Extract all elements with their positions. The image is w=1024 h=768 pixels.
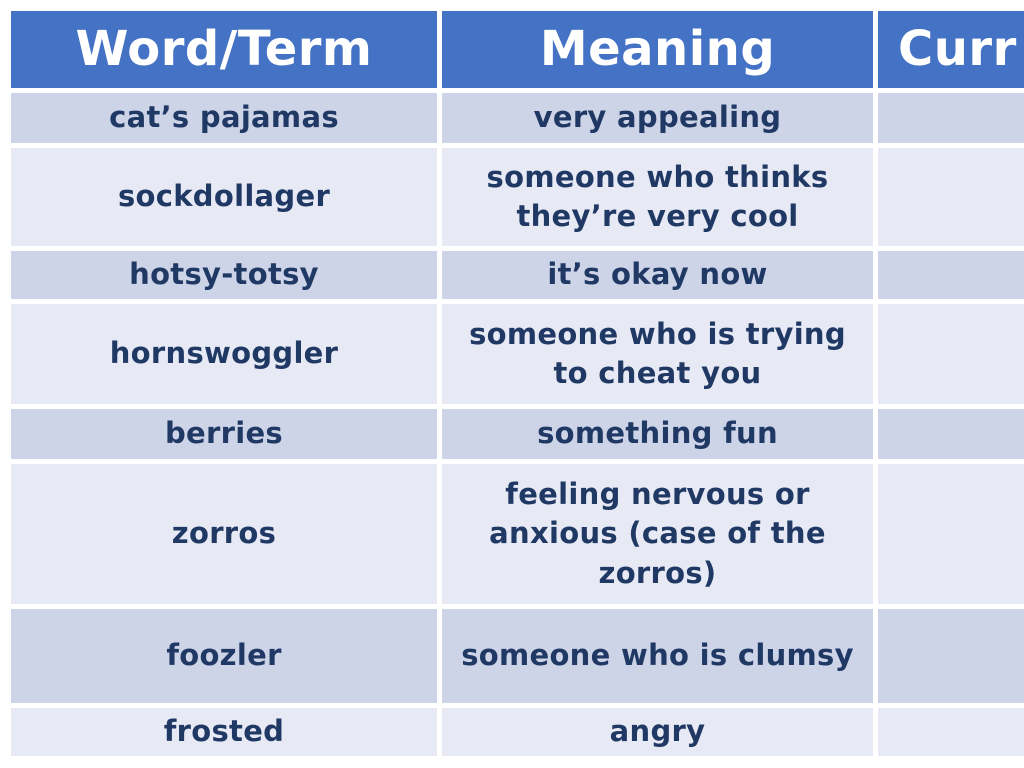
current-cell [878,464,1024,604]
word-cell: frosted [11,708,437,756]
word-cell: hornswoggler [11,304,437,404]
word-cell: sockdollager [11,148,437,246]
word-cell: hotsy-totsy [11,251,437,299]
current-cell [878,409,1024,459]
meaning-cell: someone who thinks they’re very cool [442,148,873,246]
current-cell [878,148,1024,246]
current-cell [878,609,1024,703]
meaning-cell: someone who is clumsy [442,609,873,703]
current-cell [878,93,1024,143]
word-cell: cat’s pajamas [11,93,437,143]
current-cell [878,251,1024,299]
word-cell: foozler [11,609,437,703]
header-cell-current: Curr [878,11,1024,88]
meaning-cell: feeling nervous or anxious (case of the zorros) [442,464,873,604]
word-cell: zorros [11,464,437,604]
word-cell: berries [11,409,437,459]
vocab-table [11,11,1024,756]
current-cell [878,304,1024,404]
meaning-cell: very appealing [442,93,873,143]
header-cell-meaning: Meaning [442,11,873,88]
header-cell-word: Word/Term [11,11,437,88]
current-cell [878,708,1024,756]
meaning-cell: someone who is trying to cheat you [442,304,873,404]
meaning-cell: it’s okay now [442,251,873,299]
meaning-cell: angry [442,708,873,756]
meaning-cell: something fun [442,409,873,459]
